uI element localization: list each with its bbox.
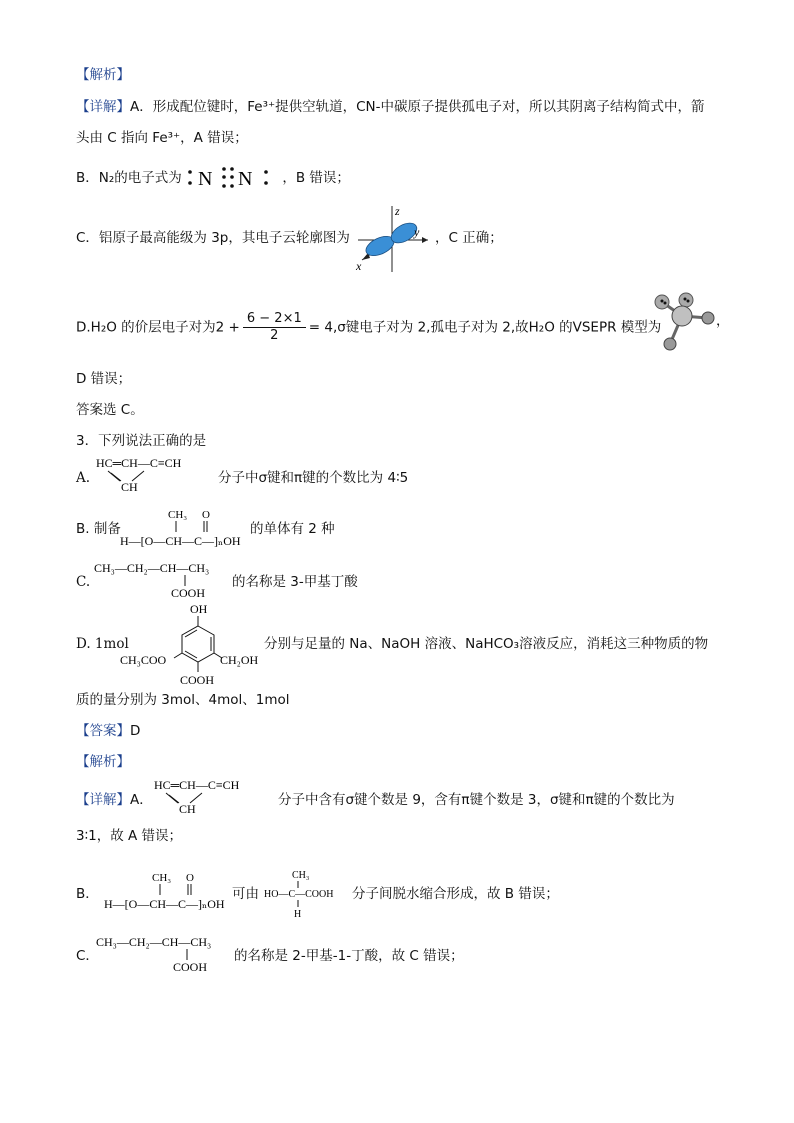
q2-option-c — [76, 228, 350, 248]
mol-a-bottom: CH — [121, 480, 138, 494]
poly-b-carbonyl-o: O — [202, 509, 210, 521]
q2-b-suffix: ，B 错误； — [282, 170, 350, 186]
mol-c-main: CH₃—CH₂—CH—CH₃ — [94, 561, 210, 575]
exp-b-monomer — [262, 866, 354, 920]
q2-d-comma: ， — [716, 313, 730, 329]
axis-z-label: z — [395, 204, 400, 218]
axis-x-label: x — [356, 259, 362, 273]
q3-d-text-2: 质的量分别为 3mol、4mol、1mol — [76, 692, 290, 708]
exp-poly-carbonyl-o: O — [186, 872, 194, 884]
n2-symbol-left: N — [198, 168, 213, 190]
q2-option-d — [76, 311, 661, 344]
q3-c-text: 的名称是 3-甲基丁酸 — [232, 574, 358, 590]
exp-c-text: 的名称是 2-甲基-1-丁酸，故 C 错误； — [234, 948, 464, 964]
q2-d-equals: = 4 — [308, 319, 333, 336]
mol-c-sub: COOH — [171, 586, 206, 600]
exp-a-line1 — [76, 790, 153, 810]
exp-a-label: A． — [130, 792, 153, 808]
exp-c-molecule — [94, 932, 234, 974]
mono-methyl: CH₃ — [292, 870, 310, 881]
mono-main: HO—C—COOH — [264, 889, 334, 900]
poly-b-methyl: CH₃ — [168, 509, 188, 521]
q2-d-prefix: D.H₂O 的价层电子对为 — [76, 319, 216, 336]
q2-option-b — [76, 163, 350, 193]
analysis-label: 【解析】 — [76, 67, 130, 83]
exp-mol-c-main: CH₃—CH₂—CH—CH₃ — [96, 935, 212, 949]
detail-label: 【详解】 — [76, 99, 130, 115]
q3-a-label: A. — [76, 470, 91, 486]
q2-option-a-line2: 头由 C 指向 Fe³⁺，A 错误； — [76, 130, 248, 146]
q2-c-prefix: C．铝原子最高能级为 3p，其电子云轮廓图为 — [76, 230, 350, 246]
exp-mol-a-bottom: CH — [179, 802, 196, 816]
exp-a-molecule — [152, 774, 276, 816]
q3-c-label: C. — [76, 574, 91, 590]
n2-electron-dot-formula — [186, 163, 278, 193]
q3-a-text: 分子中σ键和π键的个数比为 4∶5 — [218, 470, 409, 486]
exp-a-text-1: 分子中含有σ键个数是 9，含有π键个数是 3，σ键和π键的个数比为 — [278, 792, 675, 808]
exp-mol-c-sub: COOH — [173, 960, 208, 974]
fraction-numerator: 6 − 2×1 — [243, 311, 306, 328]
q3-d-molecule — [118, 600, 264, 688]
exp-a-text-2: 3∶1，故 A 错误； — [76, 828, 183, 844]
detail-label-2: 【详解】 — [76, 792, 130, 808]
q3-d-text-1: 分别与足量的 Na、NaOH 溶液、NaHCO₃溶液反应，消耗这三种物质的物 — [264, 636, 709, 652]
q2-d-two-plus: 2 + — [215, 319, 240, 336]
q2-option-a-line1 — [76, 97, 705, 117]
q3-b-polymer — [118, 505, 248, 551]
answer-label: 【答案】 — [76, 723, 130, 739]
q3-a-molecule — [94, 452, 218, 494]
q3-answer-value: D — [130, 723, 141, 739]
exp-b-label: B． — [76, 886, 99, 902]
axis-y-label: y — [414, 225, 420, 239]
poly-b-main: H—[O—CH—C—]ₙOH — [120, 534, 241, 548]
q3-d-label: D. 1mol — [76, 636, 129, 652]
mol-d-oh: OH — [190, 602, 208, 616]
exp-b-mid: 可由 — [232, 886, 259, 902]
mol-d-right: CH₂OH — [220, 653, 259, 667]
mol-a-top: HC═CH—C≡CH — [96, 456, 182, 470]
exp-poly-methyl: CH₃ — [152, 872, 172, 884]
exp-b-text: 分子间脱水缩合形成，故 B 错误； — [352, 886, 559, 902]
vsepr-fraction — [243, 311, 306, 344]
water-vsepr-model — [648, 290, 724, 354]
q3-stem: 3．下列说法正确的是 — [76, 433, 207, 449]
q3-b-text: 的单体有 2 种 — [250, 521, 335, 537]
q3-c-molecule — [92, 558, 232, 600]
q2-d-mid: ,σ键电子对为 2,孤电子对为 2,故H₂O 的VSEPR 模型为 — [332, 319, 662, 336]
q2-a-text-1: A．形成配位键时，Fe³⁺提供空轨道，CN-中碳原子提供孤电子对，所以其阴离子结构简式中，箭 — [130, 99, 705, 115]
q2-answer: 答案选 C。 — [76, 402, 144, 418]
exp-c-label: C． — [76, 948, 99, 964]
q3-answer — [76, 721, 140, 741]
mol-d-bottom: COOH — [180, 673, 215, 687]
exp-b-polymer — [102, 868, 232, 914]
q2-b-prefix: B．N₂的电子式为 — [76, 170, 182, 186]
q2-d-end: D 错误； — [76, 371, 132, 387]
q3-b-label: B. 制备 — [76, 521, 121, 537]
analysis-label-2: 【解析】 — [76, 754, 130, 770]
mono-h: H — [294, 909, 302, 920]
fraction-denominator: 2 — [270, 328, 279, 343]
exp-mol-a-top: HC═CH—C≡CH — [154, 778, 240, 792]
p-orbital-diagram — [352, 200, 432, 274]
exp-poly-main: H—[O—CH—C—]ₙOH — [104, 897, 225, 911]
mol-d-left: CH₃COO — [120, 653, 167, 667]
n2-symbol-right: N — [238, 168, 253, 190]
q2-c-suffix: ，C 正确； — [435, 230, 503, 246]
